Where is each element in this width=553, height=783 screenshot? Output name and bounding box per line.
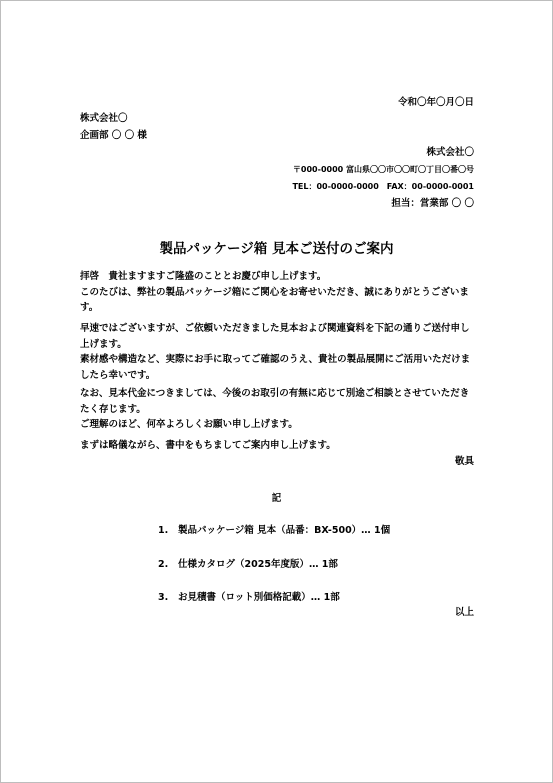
- item-text: 仕様カタログ（2025年度版）… 1部: [178, 559, 338, 570]
- paragraph-line: 素材感や構造など、実際にお手に取ってご確認のうえ、貴社の製品展開にご活用いただけましたら幸いです。: [80, 354, 471, 381]
- list-item: [158, 589, 340, 603]
- recipient-department: 企画部 〇 〇 様: [80, 130, 147, 141]
- end-ijou: 以上: [454, 607, 474, 618]
- ki-heading: 記: [271, 493, 282, 504]
- paragraph-line: まずは略儀ながら、書中をもちましてご案内申し上げます。: [80, 440, 336, 451]
- item-number: 2.: [158, 559, 169, 570]
- paragraph-line: 早速ではございますが、ご依頼いただきました見本および関連資料を下記の通りご送付申し上げます。: [80, 323, 470, 350]
- paragraph-line: 拝啓 貴社ますますご隆盛のこととお慶び申し上げます。: [80, 271, 327, 282]
- sender-person: 担当：営業部 〇 〇: [391, 198, 474, 209]
- paragraph-line: なお、見本代金につきましては、今後のお取引の有無に応じて別途ご相談とさせていただきたく存じます。: [80, 388, 470, 415]
- item-number: 3.: [158, 592, 169, 603]
- letter-title: 製品パッケージ箱 見本ご送付のご案内: [159, 241, 394, 257]
- paragraph-line: このたびは、弊社の製品パッケージ箱にご関心をお寄せいただき、誠にありがとうございます。: [80, 286, 469, 313]
- item-number: 1.: [158, 525, 169, 536]
- recipient-company: 株式会社〇: [80, 113, 128, 124]
- sender-address: 〒000-0000 富山県〇〇市〇〇町〇丁目〇番〇号: [292, 165, 474, 174]
- paragraph-line: ご理解のほど、何卒よろしくお願い申し上げます。: [80, 419, 298, 430]
- item-text: 製品パッケージ箱 見本（品番：BX-500）… 1個: [178, 525, 391, 536]
- date: 令和〇年〇月〇日: [397, 97, 474, 108]
- sender-company: 株式会社〇: [426, 147, 474, 158]
- paragraph-fee: [80, 386, 478, 433]
- list-item: [158, 522, 390, 536]
- list-item: [158, 556, 338, 570]
- paragraph-sending: [80, 321, 478, 383]
- item-text: お見積書（ロット別価格記載）… 1部: [178, 592, 340, 603]
- closing-keigu: 敬具: [454, 456, 474, 467]
- sender-contact: TEL：00-0000-0000 FAX：00-0000-0001: [292, 182, 474, 191]
- paragraph-greeting: [80, 269, 478, 316]
- paragraph-closing: [80, 438, 478, 454]
